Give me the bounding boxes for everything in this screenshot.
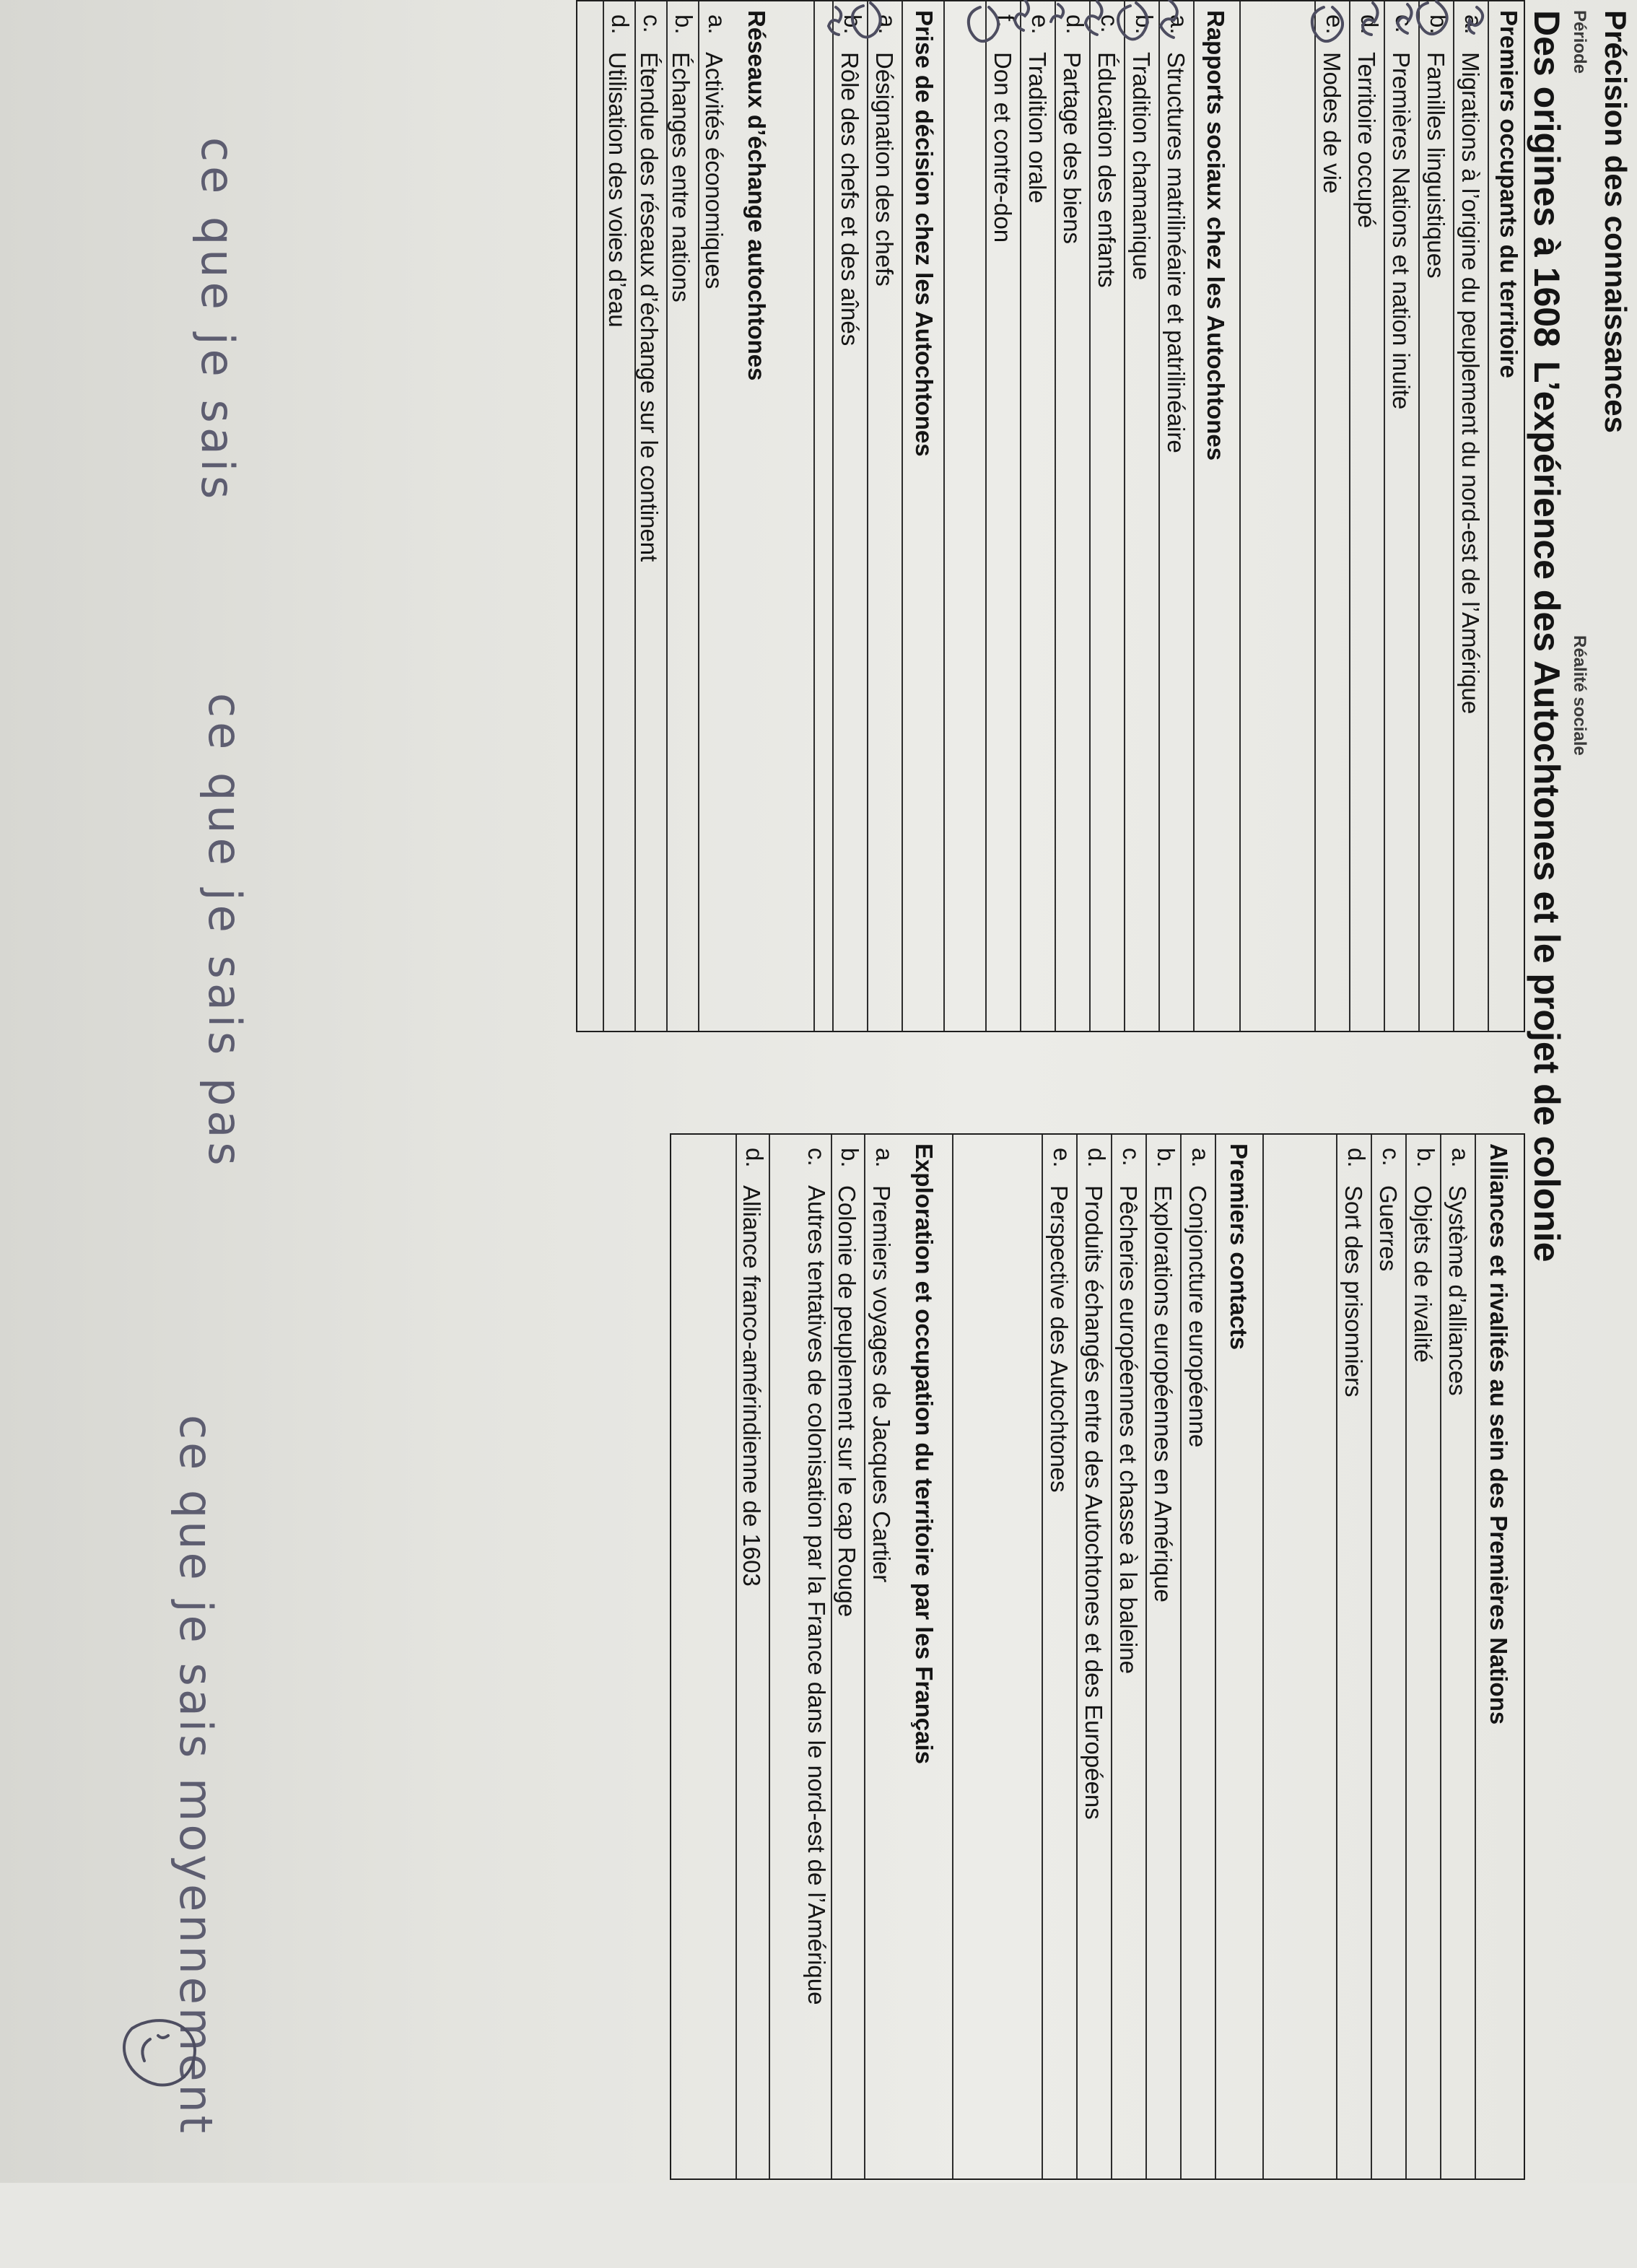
item-text: Tradition chamanique xyxy=(1128,52,1155,281)
section-rapports-sociaux xyxy=(945,1,1241,1031)
item-text: Territoire occupé xyxy=(1353,52,1380,228)
item-text: Modes de vie xyxy=(1319,52,1345,194)
item-text: Étendue des réseaux d’échange sur le continent xyxy=(636,52,663,562)
item-letter: a. xyxy=(871,1148,898,1168)
item-letter: a. xyxy=(1460,14,1487,35)
blank-row xyxy=(813,1,834,1031)
section-divider xyxy=(813,1,815,1031)
item-text: Alliance franco-amérindienne de 1603 xyxy=(738,1185,765,1587)
item-letter: a. xyxy=(1166,14,1192,35)
item-letter: d. xyxy=(1083,1148,1110,1168)
item-text: Activités économiques xyxy=(701,52,728,289)
section-premiers-contacts xyxy=(953,1135,1264,2178)
section-divider xyxy=(943,1,945,1031)
list-item xyxy=(769,1135,832,2178)
list-item xyxy=(1145,1135,1182,2178)
item-text: Éducation des enfants xyxy=(1093,52,1120,288)
item-letter: d. xyxy=(1343,1148,1370,1168)
periode-value: Des origines à 1608 xyxy=(1527,10,1567,347)
item-text: Sort des prisonniers xyxy=(1340,1185,1367,1397)
list-item xyxy=(1336,1135,1372,2178)
item-text: Structures matrilinéaire et patrilinéaire xyxy=(1163,52,1189,453)
item-text: Tradition orale xyxy=(1024,52,1051,204)
item-letter: b. xyxy=(1413,1148,1439,1168)
item-letter: e. xyxy=(1049,1148,1075,1168)
item-text: Explorations européennes en Amérique xyxy=(1150,1185,1177,1602)
blank-row xyxy=(1262,1135,1337,2178)
blank-row xyxy=(667,1135,737,2178)
section-alliances-rivalites xyxy=(1264,1135,1524,2178)
item-letter: d. xyxy=(1062,14,1088,35)
item-text: Échanges entre nations xyxy=(668,52,694,302)
smiley-face-drawing xyxy=(114,2007,201,2093)
item-letter: a. xyxy=(704,14,730,35)
handwritten-marks xyxy=(699,0,1493,79)
item-text: Pêcheries européennes et chasse à la baleine xyxy=(1115,1185,1142,1674)
section-title: Alliances et rivalités au sein des Premières Nations xyxy=(1485,1143,1512,1725)
item-text: Objets de rivalité xyxy=(1410,1185,1436,1363)
item-letter: d. xyxy=(607,14,634,35)
list-item xyxy=(1453,1,1489,1031)
item-text: Migrations à l’origine du peuplement du nord-est de l’Amérique xyxy=(1457,52,1484,715)
periode-label: Période xyxy=(1570,10,1589,74)
list-item xyxy=(985,1,1021,1031)
item-letter: b. xyxy=(1153,1148,1179,1168)
list-item xyxy=(1055,1,1091,1031)
item-letter: b. xyxy=(1426,14,1452,35)
list-item xyxy=(867,1,903,1031)
list-item xyxy=(1020,1,1056,1031)
item-text: Premières Nations et nation inuite xyxy=(1388,52,1415,410)
list-item xyxy=(832,1,868,1031)
item-letter: a. xyxy=(874,14,901,35)
list-item xyxy=(735,1135,770,2178)
item-text: Autres tentatives de colonisation par la France dans le nord-est de l’Amérique xyxy=(803,1185,830,2005)
list-item xyxy=(1089,1,1125,1031)
list-item xyxy=(634,1,668,1031)
item-text: Premiers voyages de Jacques Cartier xyxy=(868,1185,895,1583)
section-exploration-occupation xyxy=(668,1135,953,2178)
item-letter: b. xyxy=(1131,14,1158,35)
blank-row xyxy=(573,1,604,1031)
list-item xyxy=(1440,1135,1476,2178)
list-item xyxy=(1405,1135,1441,2178)
list-item xyxy=(1418,1,1454,1031)
item-text: Conjoncture européenne xyxy=(1184,1185,1211,1448)
section-title: Exploration et occupation du territoire par les Français xyxy=(911,1143,938,1765)
item-text: Utilisation des voies d’eau xyxy=(604,52,631,328)
item-letter: e. xyxy=(1027,14,1054,35)
list-item xyxy=(603,1,636,1031)
section-title: Premiers occupants du territoire xyxy=(1496,10,1522,378)
section-divider xyxy=(1239,1,1241,1031)
list-item xyxy=(1314,1,1350,1031)
item-letter: d. xyxy=(1356,14,1383,35)
list-item xyxy=(1371,1135,1407,2178)
item-letter: c. xyxy=(639,14,665,33)
section-divider xyxy=(952,1135,953,2178)
item-letter: c. xyxy=(1391,14,1418,33)
item-letter: c. xyxy=(1378,1148,1405,1166)
list-item xyxy=(1076,1135,1112,2178)
list-item xyxy=(1349,1,1385,1031)
section-title: Prise de décision chez les Autochtones xyxy=(911,10,938,457)
list-item xyxy=(666,1,699,1031)
item-letter: c. xyxy=(803,1148,830,1166)
item-letter: c. xyxy=(1118,1148,1145,1166)
item-text: Familles linguistiques xyxy=(1423,52,1449,279)
realite-sociale-value: L’expérience des Autochtones et le projet de colonie xyxy=(1527,361,1567,1262)
realite-sociale-label: Réalité sociale xyxy=(1570,635,1589,756)
list-item xyxy=(1124,1,1160,1031)
item-letter: b. xyxy=(671,14,697,35)
item-letter: b. xyxy=(837,1148,863,1168)
item-text: Don et contre-don xyxy=(990,52,1016,243)
list-item xyxy=(1042,1135,1078,2178)
blank-row xyxy=(952,1135,1043,2178)
item-text: Perspective des Autochtones xyxy=(1046,1185,1073,1493)
section-premiers-occupants xyxy=(1241,1,1524,1031)
item-text: Désignation des chefs xyxy=(871,52,898,287)
section-title: Réseaux d’échange autochtones xyxy=(743,10,770,381)
item-letter: f. xyxy=(992,14,1019,28)
section-divider xyxy=(1262,1135,1264,2178)
list-item xyxy=(1384,1,1420,1031)
handwritten-note-moyennement: ce que je sais moyennement xyxy=(170,1415,222,2137)
item-text: Partage des biens xyxy=(1059,52,1086,245)
item-letter: e. xyxy=(1322,14,1348,35)
section-prise-de-decision xyxy=(815,1,945,1031)
list-item xyxy=(699,1,731,1031)
item-text: Produits échangés entre des Autochtones et des Européens xyxy=(1081,1185,1107,1820)
list-item xyxy=(865,1135,899,2178)
section-title: Rapports sociaux chez les Autochtones xyxy=(1202,10,1229,461)
item-text: Guerres xyxy=(1375,1185,1402,1272)
item-letter: a. xyxy=(1447,1148,1474,1168)
item-letter: d. xyxy=(741,1148,768,1168)
list-item xyxy=(1180,1135,1216,2178)
blank-row xyxy=(1239,1,1316,1031)
section-title: Premiers contacts xyxy=(1226,1143,1252,1351)
item-letter: c. xyxy=(1096,14,1123,33)
list-item xyxy=(1158,1,1195,1031)
handwritten-note-sais: ce que je sais xyxy=(191,137,244,504)
list-item xyxy=(831,1135,865,2178)
item-text: Rôle des chefs et des aînés xyxy=(837,52,863,346)
item-letter: a. xyxy=(1187,1148,1214,1168)
item-text: Système d’alliances xyxy=(1444,1185,1471,1396)
blank-row xyxy=(943,1,987,1031)
left-table xyxy=(576,0,1525,1032)
item-letter: b. xyxy=(839,14,866,35)
handwritten-note-sais-pas: ce que je sais pas xyxy=(198,693,251,1170)
list-item xyxy=(1111,1135,1147,2178)
page-title: Précision des connaissances xyxy=(1599,10,1633,433)
right-table xyxy=(670,1133,1525,2180)
section-reseaux-echange xyxy=(575,1,815,1031)
item-text: Colonie de peuplement sur le cap Rouge xyxy=(834,1185,860,1618)
